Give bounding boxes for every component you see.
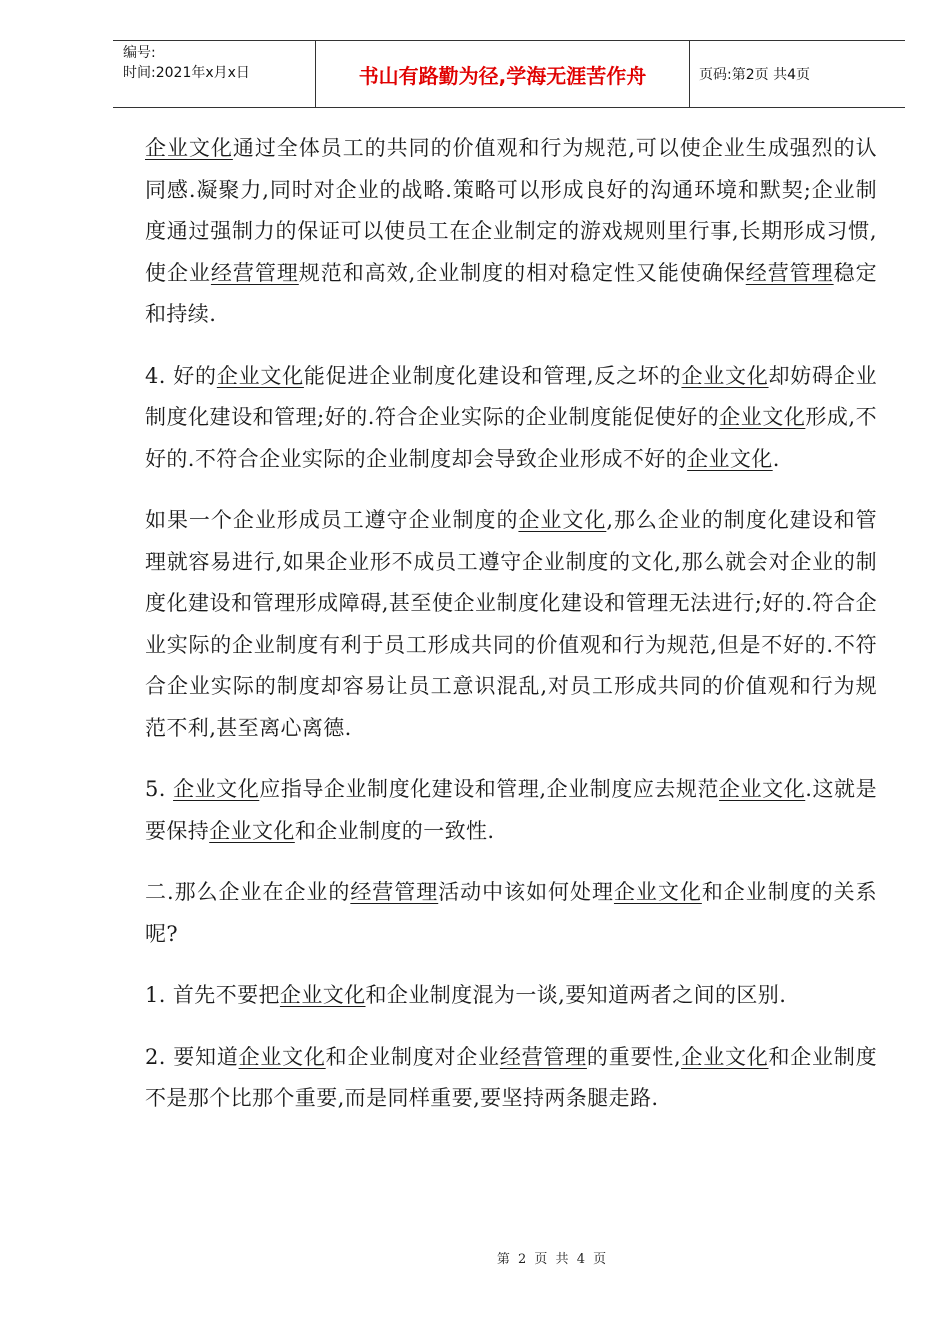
document-time-label: 时间:2021年x月x日: [123, 65, 250, 81]
body-paragraph: [145, 128, 877, 336]
underlined-term: 企业文化: [687, 446, 773, 471]
underlined-term: 经营管理: [499, 1044, 587, 1069]
underlined-term: 经营管理: [350, 880, 439, 904]
paragraph-text: 能促进企业制度化建设和管理,反之坏的: [303, 363, 682, 388]
paragraph-text: 和企业制度混为一谈,要知道两者之间的区别.: [365, 983, 787, 1007]
paragraph-text: 应指导企业制度化建设和管理,企业制度应去规范: [259, 777, 720, 801]
underlined-term: 经营管理: [745, 260, 834, 285]
paragraph-text: 却妨碍企业制度化建设和管理;好的.符合企业实际的企业制度能促使好的: [145, 363, 877, 429]
underlined-term: 企业文化: [719, 777, 806, 801]
footer-page-number: 第 2 页 共 4 页: [496, 1252, 609, 1267]
paragraph-text: 二.那么企业在企业的: [145, 880, 351, 904]
underlined-term: 企业文化: [719, 405, 806, 429]
paragraph-text: 形成,不好的.不符合企业实际的企业制度却会导致企业形成不好的: [145, 405, 877, 471]
paragraph-text: 5.: [145, 777, 174, 801]
paragraph-text: 2. 要知道: [145, 1044, 239, 1069]
paragraph-text: 的重要性,: [586, 1044, 682, 1069]
header-meta: [113, 41, 316, 107]
underlined-term: 企业文化: [681, 1044, 769, 1069]
paragraph-text: 通过全体员工的共同的价值观和行为规范,可以使企业生成强烈的认同感.凝聚力,同时对企业的战略.策略可以形成良好的沟通环境和默契;企业制度通过强制力的保证可以使员工在企业制定的游戏规则里行事,长期形成习惯,使企业: [145, 136, 877, 285]
page-header: [113, 40, 905, 108]
body-paragraph: [145, 1037, 877, 1120]
header-page-info: [690, 41, 905, 107]
header-motto: [316, 41, 690, 107]
underlined-term: 企业文化: [209, 818, 295, 843]
document-number-label: 编号:: [123, 45, 156, 61]
document-body: [145, 128, 877, 1120]
underlined-term: 企业文化: [238, 1044, 326, 1069]
underlined-term: 经营管理: [210, 260, 299, 285]
underlined-term: 企业文化: [145, 136, 233, 160]
body-paragraph: [145, 769, 877, 852]
underlined-term: 企业文化: [216, 363, 304, 388]
body-paragraph: [145, 975, 877, 1017]
underlined-term: 企业文化: [518, 508, 607, 532]
motto-text: 书山有路勤为径,学海无涯苦作舟: [358, 63, 647, 88]
underlined-term: 企业文化: [681, 363, 769, 388]
paragraph-text: 4. 好的: [145, 363, 217, 388]
paragraph-text: 如果一个企业形成员工遵守企业制度的: [145, 508, 519, 532]
body-paragraph: [145, 872, 877, 955]
paragraph-text: .这就是要保持: [145, 777, 877, 843]
underlined-term: 企业文化: [173, 777, 260, 801]
paragraph-text: 1. 首先不要把: [145, 983, 280, 1007]
paragraph-text: 和企业制度的关系呢?: [145, 880, 877, 946]
header-page-number: 页码:第2页 共4页: [699, 67, 810, 83]
underlined-term: 企业文化: [613, 880, 702, 904]
paragraph-text: 和企业制度对企业: [325, 1044, 500, 1069]
paragraph-text: ,那么企业的制度化建设和管理就容易进行,如果企业形不成员工遵守企业制度的文化,那么就会对企业的制度化建设和管理形成障碍,甚至使企业制度化建设和管理无法进行;好的.符合企业实际的企业制度有利于员工形成共同的价值观和行为规范,但是不好的.不符合企业实际的制度却容易让员工意识混乱,对员工形成共同的价值观和行为规范不利,甚至离心离德.: [145, 508, 877, 740]
paragraph-text: 规范和高效,企业制度的相对稳定性又能使确保: [298, 260, 746, 285]
page-footer: [0, 1248, 950, 1267]
paragraph-text: 稳定和持续.: [145, 260, 877, 326]
underlined-term: 企业文化: [279, 983, 366, 1007]
paragraph-text: 活动中该如何处理: [438, 880, 614, 904]
body-paragraph: [145, 356, 877, 481]
paragraph-text: 和企业制度的一致性.: [294, 818, 495, 843]
body-paragraph: [145, 500, 877, 749]
paragraph-text: 和企业制度不是那个比那个重要,而是同样重要,要坚持两条腿走路.: [145, 1044, 877, 1110]
paragraph-text: .: [772, 446, 780, 471]
